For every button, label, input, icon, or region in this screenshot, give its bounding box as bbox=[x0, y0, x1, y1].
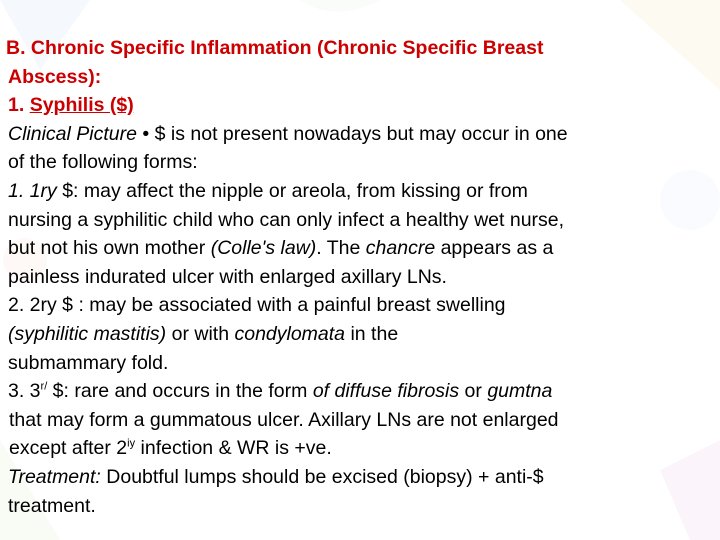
condylomata-term: condylomata bbox=[234, 322, 346, 345]
secondary-text-2b: in the bbox=[345, 322, 399, 345]
primary-text-4: painless indurated ulcer with enlarged axillary LNs. bbox=[8, 265, 447, 288]
primary-text-1: $: may affect the nipple or areola, from kissing or from bbox=[56, 179, 528, 202]
subheading-number: 1. bbox=[8, 94, 25, 117]
secondary-line-1 bbox=[6, 291, 706, 320]
subheading-title: Syphilis ($) bbox=[29, 94, 134, 117]
subheading bbox=[6, 91, 706, 120]
tertiary-line-2 bbox=[6, 406, 706, 435]
section-heading-continued bbox=[6, 63, 706, 92]
primary-text-3c: appears as a bbox=[435, 237, 554, 260]
secondary-infection-superscript: iy bbox=[127, 437, 136, 450]
tertiary-line-1 bbox=[6, 377, 706, 406]
section-heading bbox=[6, 34, 706, 63]
tertiary-text-3a: except after 2 bbox=[9, 437, 128, 460]
secondary-text-3: submammary fold. bbox=[8, 351, 169, 374]
tertiary-text-1b: $: rare and occurs in the form bbox=[47, 380, 313, 403]
primary-text-3b: . The bbox=[316, 237, 366, 260]
clinical-picture-line-1 bbox=[6, 120, 706, 149]
tertiary-text-2: that may form a gummatous ulcer. Axillary LNs are not enlarged bbox=[9, 408, 559, 431]
heading-line-1: B. Chronic Specific Inflammation (Chronic Specific Breast bbox=[6, 37, 544, 59]
treatment-line-1 bbox=[6, 463, 706, 492]
heading-line-2: Abscess): bbox=[8, 65, 102, 88]
diffuse-fibrosis-term: of diffuse fibrosis bbox=[312, 380, 460, 403]
primary-text-2: nursing a syphilitic child who can only infect a healthy wet nurse, bbox=[8, 208, 565, 231]
primary-text-3a: but not his own mother bbox=[8, 237, 211, 260]
colles-law: (Colle's law) bbox=[210, 237, 317, 260]
slide-content bbox=[6, 34, 706, 520]
clinical-intro-text: • $ is not present nowadays but may occur in one bbox=[136, 122, 568, 145]
gumma-term: gumtna bbox=[487, 380, 553, 403]
primary-marker: 1. 1ry bbox=[8, 179, 57, 202]
clinical-intro-text-2: of the following forms: bbox=[8, 151, 198, 174]
clinical-picture-label: Clinical Picture bbox=[8, 122, 137, 145]
clinical-picture-line-2 bbox=[6, 148, 706, 177]
tertiary-text-1a: 3. 3 bbox=[8, 380, 41, 403]
tertiary-line-3 bbox=[6, 434, 706, 463]
secondary-text-1: 2. 2ry $ : may be associated with a painful breast swelling bbox=[8, 294, 506, 317]
secondary-line-2 bbox=[6, 320, 706, 349]
tertiary-superscript: r/ bbox=[40, 380, 48, 393]
primary-line-2 bbox=[6, 206, 706, 235]
treatment-text-2: treatment. bbox=[8, 494, 96, 517]
syphilitic-mastitis-term: (syphilitic mastitis) bbox=[8, 322, 167, 345]
treatment-text-1: Doubtful lumps should be excised (biopsy) + anti-$ bbox=[100, 465, 544, 488]
treatment-label: Treatment: bbox=[8, 465, 101, 488]
primary-line-4 bbox=[6, 263, 706, 292]
treatment-line-2 bbox=[6, 492, 706, 521]
primary-line-1 bbox=[6, 177, 706, 206]
chancre-term: chancre bbox=[365, 237, 436, 260]
tertiary-text-3b: infection & WR is +ve. bbox=[135, 437, 332, 460]
primary-line-3 bbox=[6, 234, 706, 263]
tertiary-text-1c: or bbox=[459, 380, 488, 403]
secondary-line-3 bbox=[6, 349, 706, 378]
secondary-text-2a: or with bbox=[166, 322, 235, 345]
